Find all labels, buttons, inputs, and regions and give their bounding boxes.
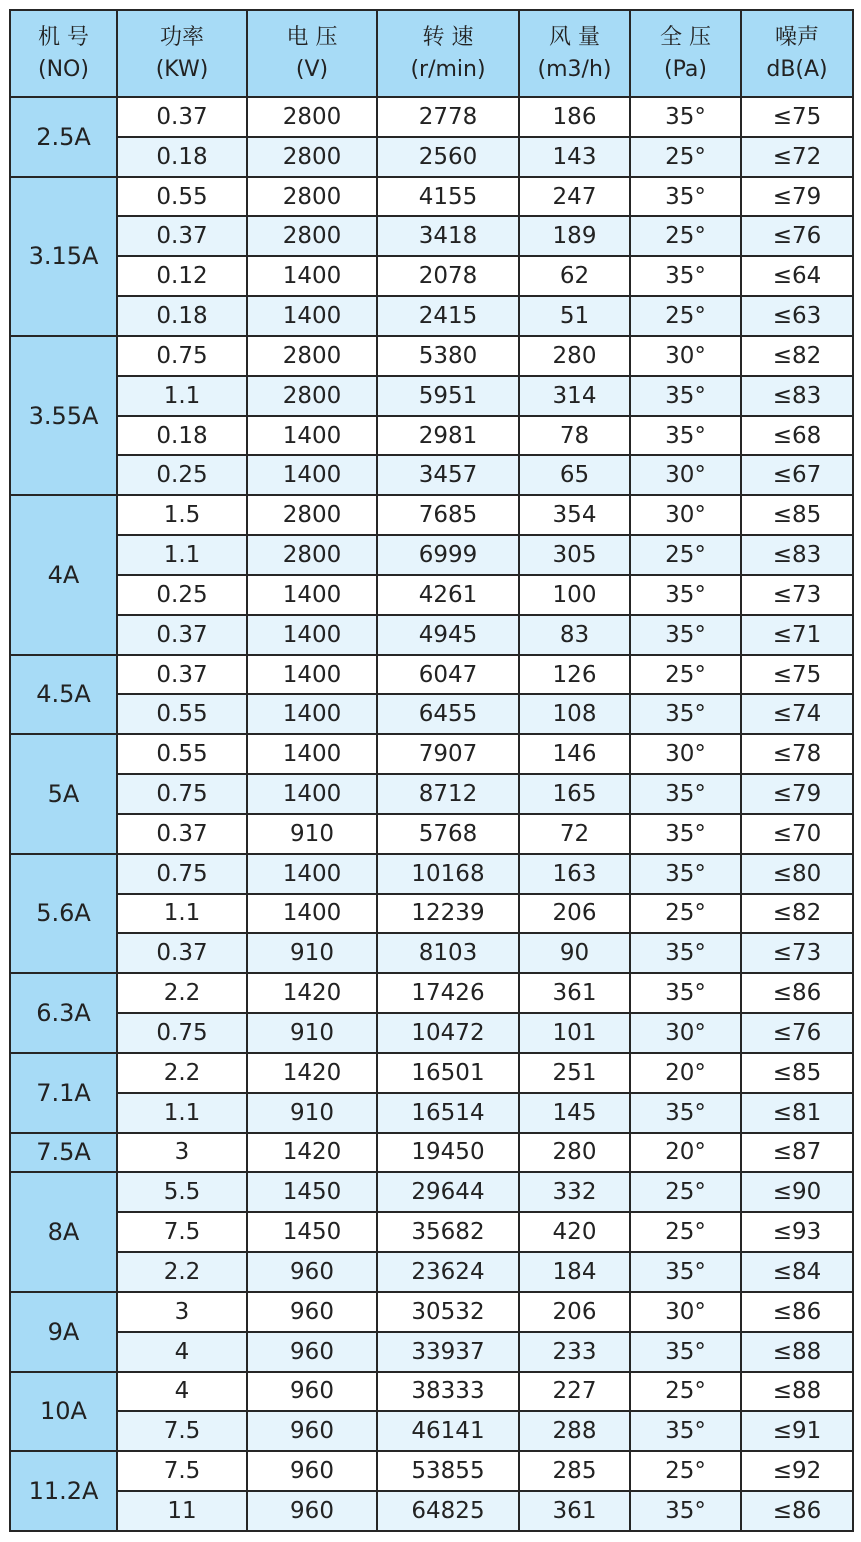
- airflow-cell: 65: [519, 455, 630, 495]
- model-cell: 3.15A: [10, 177, 117, 336]
- speed-cell: 30532: [377, 1292, 519, 1332]
- airflow-cell: 51: [519, 296, 630, 336]
- airflow-cell: 227: [519, 1372, 630, 1412]
- pressure-cell: 35°: [630, 1491, 741, 1531]
- voltage-cell: 910: [247, 1093, 377, 1133]
- airflow-cell: 146: [519, 734, 630, 774]
- voltage-cell: 1400: [247, 655, 377, 695]
- speed-cell: 64825: [377, 1491, 519, 1531]
- power-cell: 0.55: [117, 694, 247, 734]
- noise-cell: ≤80: [741, 854, 853, 894]
- noise-cell: ≤68: [741, 416, 853, 456]
- voltage-cell: 2800: [247, 97, 377, 137]
- airflow-cell: 285: [519, 1451, 630, 1491]
- header-line1: 全 压: [660, 24, 711, 50]
- airflow-cell: 100: [519, 575, 630, 615]
- speed-cell: 8712: [377, 774, 519, 814]
- table-row: [10, 1252, 853, 1292]
- pressure-cell: 30°: [630, 495, 741, 535]
- table-row: [10, 416, 853, 456]
- pressure-cell: 35°: [630, 575, 741, 615]
- pressure-cell: 30°: [630, 734, 741, 774]
- noise-cell: ≤78: [741, 734, 853, 774]
- header-line1: 风 量: [549, 24, 600, 50]
- voltage-cell: 2800: [247, 535, 377, 575]
- voltage-cell: 1420: [247, 1133, 377, 1173]
- speed-cell: 4261: [377, 575, 519, 615]
- noise-cell: ≤76: [741, 216, 853, 256]
- table-row: [10, 1172, 853, 1212]
- header-line1: 转 速: [422, 24, 474, 50]
- table-row: [10, 814, 853, 854]
- noise-cell: ≤75: [741, 655, 853, 695]
- speed-cell: 19450: [377, 1133, 519, 1173]
- voltage-cell: 960: [247, 1451, 377, 1491]
- noise-cell: ≤83: [741, 376, 853, 416]
- speed-cell: 17426: [377, 973, 519, 1013]
- airflow-cell: 233: [519, 1332, 630, 1372]
- table-row: [10, 97, 853, 137]
- pressure-cell: 35°: [630, 973, 741, 1013]
- header-model: [10, 10, 117, 97]
- airflow-cell: 361: [519, 973, 630, 1013]
- model-cell: 3.55A: [10, 336, 117, 495]
- model-cell: 4.5A: [10, 655, 117, 735]
- voltage-cell: 960: [247, 1372, 377, 1412]
- airflow-cell: 280: [519, 336, 630, 376]
- airflow-cell: 189: [519, 216, 630, 256]
- table-row: [10, 973, 853, 1013]
- speed-cell: 8103: [377, 933, 519, 973]
- noise-cell: ≤92: [741, 1451, 853, 1491]
- airflow-cell: 184: [519, 1252, 630, 1292]
- voltage-cell: 960: [247, 1332, 377, 1372]
- power-cell: 0.75: [117, 1013, 247, 1053]
- noise-cell: ≤85: [741, 1053, 853, 1093]
- header-noise: [741, 10, 853, 97]
- header-airflow: [519, 10, 630, 97]
- speed-cell: 6999: [377, 535, 519, 575]
- noise-cell: ≤81: [741, 1093, 853, 1133]
- noise-cell: ≤84: [741, 1252, 853, 1292]
- voltage-cell: 910: [247, 933, 377, 973]
- power-cell: 0.25: [117, 455, 247, 495]
- pressure-cell: 35°: [630, 376, 741, 416]
- noise-cell: ≤79: [741, 774, 853, 814]
- power-cell: 0.55: [117, 734, 247, 774]
- header-speed: [377, 10, 519, 97]
- airflow-cell: 186: [519, 97, 630, 137]
- noise-cell: ≤76: [741, 1013, 853, 1053]
- power-cell: 0.75: [117, 854, 247, 894]
- voltage-cell: 1400: [247, 694, 377, 734]
- airflow-cell: 165: [519, 774, 630, 814]
- speed-cell: 10168: [377, 854, 519, 894]
- airflow-cell: 62: [519, 256, 630, 296]
- pressure-cell: 20°: [630, 1053, 741, 1093]
- power-cell: 2.2: [117, 1252, 247, 1292]
- table-row: [10, 455, 853, 495]
- speed-cell: 16501: [377, 1053, 519, 1093]
- power-cell: 2.2: [117, 973, 247, 1013]
- voltage-cell: 2800: [247, 376, 377, 416]
- table-row: [10, 694, 853, 734]
- speed-cell: 23624: [377, 1252, 519, 1292]
- pressure-cell: 25°: [630, 655, 741, 695]
- noise-cell: ≤63: [741, 296, 853, 336]
- voltage-cell: 2800: [247, 495, 377, 535]
- voltage-cell: 1420: [247, 1053, 377, 1093]
- airflow-cell: 163: [519, 854, 630, 894]
- pressure-cell: 30°: [630, 336, 741, 376]
- model-cell: 6.3A: [10, 973, 117, 1053]
- speed-cell: 2560: [377, 137, 519, 177]
- airflow-cell: 90: [519, 933, 630, 973]
- power-cell: 0.37: [117, 216, 247, 256]
- header-line2: (r/min): [410, 56, 486, 82]
- power-cell: 0.75: [117, 336, 247, 376]
- airflow-cell: 126: [519, 655, 630, 695]
- model-cell: 11.2A: [10, 1451, 117, 1531]
- power-cell: 11: [117, 1491, 247, 1531]
- model-cell: 2.5A: [10, 97, 117, 177]
- airflow-cell: 143: [519, 137, 630, 177]
- table-row: [10, 734, 853, 774]
- power-cell: 1.1: [117, 894, 247, 934]
- speed-cell: 33937: [377, 1332, 519, 1372]
- noise-cell: ≤67: [741, 455, 853, 495]
- speed-cell: 10472: [377, 1013, 519, 1053]
- noise-cell: ≤90: [741, 1172, 853, 1212]
- header-line1: 功率: [159, 24, 204, 50]
- airflow-cell: 72: [519, 814, 630, 854]
- header-line2: dB(A): [766, 56, 828, 82]
- table-row: [10, 1133, 853, 1173]
- noise-cell: ≤64: [741, 256, 853, 296]
- airflow-cell: 332: [519, 1172, 630, 1212]
- speed-cell: 29644: [377, 1172, 519, 1212]
- pressure-cell: 25°: [630, 137, 741, 177]
- pressure-cell: 35°: [630, 416, 741, 456]
- noise-cell: ≤82: [741, 894, 853, 934]
- power-cell: 2.2: [117, 1053, 247, 1093]
- pressure-cell: 35°: [630, 97, 741, 137]
- power-cell: 0.12: [117, 256, 247, 296]
- noise-cell: ≤83: [741, 535, 853, 575]
- airflow-cell: 78: [519, 416, 630, 456]
- header-line1: 噪声: [774, 24, 819, 50]
- pressure-cell: 30°: [630, 455, 741, 495]
- pressure-cell: 25°: [630, 894, 741, 934]
- airflow-cell: 101: [519, 1013, 630, 1053]
- airflow-cell: 247: [519, 177, 630, 217]
- power-cell: 0.37: [117, 814, 247, 854]
- speed-cell: 16514: [377, 1093, 519, 1133]
- noise-cell: ≤88: [741, 1372, 853, 1412]
- power-cell: 0.37: [117, 933, 247, 973]
- pressure-cell: 25°: [630, 1451, 741, 1491]
- header-line2: (Pa): [664, 56, 707, 82]
- pressure-cell: 35°: [630, 256, 741, 296]
- pressure-cell: 35°: [630, 1411, 741, 1451]
- power-cell: 0.37: [117, 655, 247, 695]
- power-cell: 7.5: [117, 1212, 247, 1252]
- noise-cell: ≤93: [741, 1212, 853, 1252]
- noise-cell: ≤70: [741, 814, 853, 854]
- speed-cell: 2778: [377, 97, 519, 137]
- power-cell: 0.25: [117, 575, 247, 615]
- pressure-cell: 30°: [630, 1292, 741, 1332]
- airflow-cell: 361: [519, 1491, 630, 1531]
- table-row: [10, 336, 853, 376]
- speed-cell: 3457: [377, 455, 519, 495]
- voltage-cell: 1400: [247, 615, 377, 655]
- power-cell: 0.18: [117, 416, 247, 456]
- speed-cell: 2981: [377, 416, 519, 456]
- speed-cell: 3418: [377, 216, 519, 256]
- pressure-cell: 25°: [630, 1372, 741, 1412]
- speed-cell: 5380: [377, 336, 519, 376]
- model-cell: 9A: [10, 1292, 117, 1372]
- voltage-cell: 960: [247, 1411, 377, 1451]
- table-row: [10, 854, 853, 894]
- model-cell: 5A: [10, 734, 117, 853]
- voltage-cell: 2800: [247, 336, 377, 376]
- power-cell: 5.5: [117, 1172, 247, 1212]
- noise-cell: ≤79: [741, 177, 853, 217]
- voltage-cell: 1400: [247, 296, 377, 336]
- table-row: [10, 1093, 853, 1133]
- speed-cell: 4155: [377, 177, 519, 217]
- voltage-cell: 2800: [247, 216, 377, 256]
- table-row: [10, 1053, 853, 1093]
- noise-cell: ≤86: [741, 1491, 853, 1531]
- speed-cell: 6455: [377, 694, 519, 734]
- voltage-cell: 1400: [247, 416, 377, 456]
- voltage-cell: 960: [247, 1491, 377, 1531]
- noise-cell: ≤73: [741, 933, 853, 973]
- voltage-cell: 1400: [247, 256, 377, 296]
- airflow-cell: 314: [519, 376, 630, 416]
- noise-cell: ≤87: [741, 1133, 853, 1173]
- speed-cell: 35682: [377, 1212, 519, 1252]
- header-line1: 机 号: [38, 24, 89, 50]
- model-cell: 7.1A: [10, 1053, 117, 1133]
- table-row: [10, 535, 853, 575]
- model-cell: 5.6A: [10, 854, 117, 973]
- table-body: [10, 97, 853, 1531]
- power-cell: 7.5: [117, 1411, 247, 1451]
- table-row: [10, 177, 853, 217]
- pressure-cell: 35°: [630, 854, 741, 894]
- voltage-cell: 960: [247, 1252, 377, 1292]
- header-line2: (KW): [155, 56, 209, 82]
- pressure-cell: 35°: [630, 774, 741, 814]
- table-row: [10, 933, 853, 973]
- table-row: [10, 575, 853, 615]
- speed-cell: 2415: [377, 296, 519, 336]
- noise-cell: ≤75: [741, 97, 853, 137]
- pressure-cell: 25°: [630, 535, 741, 575]
- table-row: [10, 1212, 853, 1252]
- voltage-cell: 1450: [247, 1172, 377, 1212]
- table-row: [10, 495, 853, 535]
- power-cell: 1.5: [117, 495, 247, 535]
- airflow-cell: 108: [519, 694, 630, 734]
- table-row: [10, 376, 853, 416]
- pressure-cell: 35°: [630, 177, 741, 217]
- table-row: [10, 894, 853, 934]
- speed-cell: 46141: [377, 1411, 519, 1451]
- speed-cell: 5768: [377, 814, 519, 854]
- voltage-cell: 1400: [247, 854, 377, 894]
- voltage-cell: 2800: [247, 137, 377, 177]
- pressure-cell: 25°: [630, 296, 741, 336]
- speed-cell: 5951: [377, 376, 519, 416]
- noise-cell: ≤86: [741, 1292, 853, 1332]
- power-cell: 0.37: [117, 615, 247, 655]
- noise-cell: ≤88: [741, 1332, 853, 1372]
- table-row: [10, 1411, 853, 1451]
- table-row: [10, 216, 853, 256]
- table-row: [10, 655, 853, 695]
- table-row: [10, 1013, 853, 1053]
- power-cell: 3: [117, 1292, 247, 1332]
- airflow-cell: 354: [519, 495, 630, 535]
- speed-cell: 4945: [377, 615, 519, 655]
- power-cell: 1.1: [117, 376, 247, 416]
- speed-cell: 53855: [377, 1451, 519, 1491]
- power-cell: 0.37: [117, 97, 247, 137]
- pressure-cell: 25°: [630, 216, 741, 256]
- pressure-cell: 35°: [630, 1252, 741, 1292]
- power-cell: 1.1: [117, 535, 247, 575]
- model-cell: 4A: [10, 495, 117, 654]
- pressure-cell: 35°: [630, 694, 741, 734]
- table-row: [10, 256, 853, 296]
- table-row: [10, 615, 853, 655]
- noise-cell: ≤91: [741, 1411, 853, 1451]
- header-pressure: [630, 10, 741, 97]
- airflow-cell: 206: [519, 1292, 630, 1332]
- power-cell: 4: [117, 1332, 247, 1372]
- power-cell: 0.75: [117, 774, 247, 814]
- pressure-cell: 20°: [630, 1133, 741, 1173]
- power-cell: 4: [117, 1372, 247, 1412]
- voltage-cell: 1450: [247, 1212, 377, 1252]
- pressure-cell: 25°: [630, 1172, 741, 1212]
- noise-cell: ≤85: [741, 495, 853, 535]
- pressure-cell: 35°: [630, 1093, 741, 1133]
- pressure-cell: 30°: [630, 1013, 741, 1053]
- airflow-cell: 420: [519, 1212, 630, 1252]
- voltage-cell: 1420: [247, 973, 377, 1013]
- airflow-cell: 288: [519, 1411, 630, 1451]
- voltage-cell: 2800: [247, 177, 377, 217]
- voltage-cell: 910: [247, 814, 377, 854]
- table-row: [10, 1292, 853, 1332]
- voltage-cell: 1400: [247, 734, 377, 774]
- speed-cell: 7907: [377, 734, 519, 774]
- table-row: [10, 296, 853, 336]
- noise-cell: ≤73: [741, 575, 853, 615]
- power-cell: 3: [117, 1133, 247, 1173]
- noise-cell: ≤86: [741, 973, 853, 1013]
- noise-cell: ≤71: [741, 615, 853, 655]
- voltage-cell: 1400: [247, 455, 377, 495]
- voltage-cell: 910: [247, 1013, 377, 1053]
- pressure-cell: 25°: [630, 1212, 741, 1252]
- voltage-cell: 1400: [247, 894, 377, 934]
- noise-cell: ≤82: [741, 336, 853, 376]
- pressure-cell: 35°: [630, 615, 741, 655]
- power-cell: 7.5: [117, 1451, 247, 1491]
- voltage-cell: 960: [247, 1292, 377, 1332]
- speed-cell: 7685: [377, 495, 519, 535]
- power-cell: 0.18: [117, 296, 247, 336]
- pressure-cell: 35°: [630, 814, 741, 854]
- speed-cell: 6047: [377, 655, 519, 695]
- power-cell: 0.18: [117, 137, 247, 177]
- airflow-cell: 280: [519, 1133, 630, 1173]
- speed-cell: 12239: [377, 894, 519, 934]
- model-cell: 7.5A: [10, 1133, 117, 1173]
- table-row: [10, 774, 853, 814]
- pressure-cell: 35°: [630, 1332, 741, 1372]
- table-row: [10, 1372, 853, 1412]
- speed-cell: 2078: [377, 256, 519, 296]
- airflow-cell: 251: [519, 1053, 630, 1093]
- table-row: [10, 1332, 853, 1372]
- table-row: [10, 137, 853, 177]
- header-line1: 电 压: [286, 24, 338, 50]
- voltage-cell: 1400: [247, 575, 377, 615]
- header-line2: (NO): [38, 56, 89, 82]
- model-cell: 8A: [10, 1172, 117, 1291]
- table-row: [10, 1451, 853, 1491]
- airflow-cell: 305: [519, 535, 630, 575]
- table-row: [10, 1491, 853, 1531]
- airflow-cell: 83: [519, 615, 630, 655]
- noise-cell: ≤74: [741, 694, 853, 734]
- power-cell: 0.55: [117, 177, 247, 217]
- model-cell: 10A: [10, 1372, 117, 1452]
- header-power: [117, 10, 247, 97]
- voltage-cell: 1400: [247, 774, 377, 814]
- header-voltage: [247, 10, 377, 97]
- airflow-cell: 145: [519, 1093, 630, 1133]
- speed-cell: 38333: [377, 1372, 519, 1412]
- power-cell: 1.1: [117, 1093, 247, 1133]
- pressure-cell: 35°: [630, 933, 741, 973]
- noise-cell: ≤72: [741, 137, 853, 177]
- header-row: [10, 10, 853, 97]
- header-line2: (V): [295, 56, 329, 82]
- airflow-cell: 206: [519, 894, 630, 934]
- header-line2: (m3/h): [537, 56, 612, 82]
- fan-spec-table: [9, 9, 854, 1532]
